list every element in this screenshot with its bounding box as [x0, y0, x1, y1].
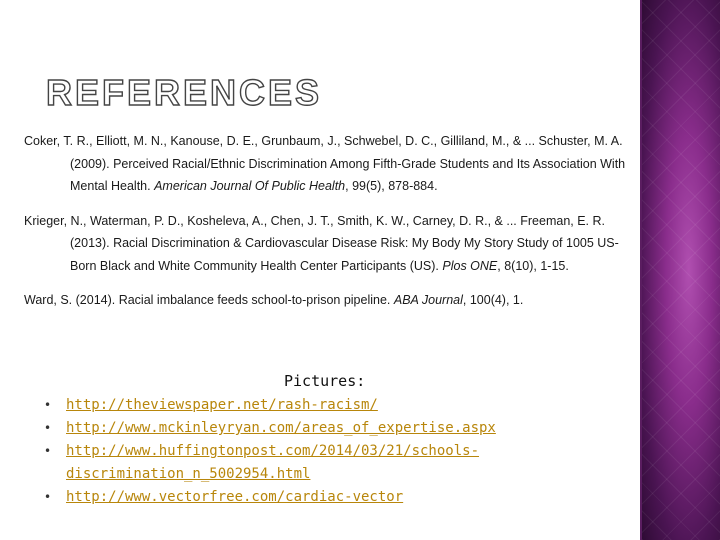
reference-list	[24, 130, 634, 324]
picture-link[interactable]: http://www.vectorfree.com/cardiac-vector	[66, 489, 404, 505]
picture-link[interactable]: http://www.mckinleyryan.com/areas_of_expertise.aspx	[66, 420, 496, 436]
list-item	[44, 440, 634, 486]
reference-volume: , 100(4), 1.	[462, 293, 524, 307]
reference-entry	[24, 289, 634, 312]
reference-text: Coker, T. R., Elliott, M. N., Kanouse, D. E., Grunbaum, J., Schwebel, D. C., Gilliland, M., & ... Schuster, M. A. (2009). Perceived Racial/Ethnic Discrimination Among Fifth-Grade Students and Its Association With Mental Health.	[24, 134, 626, 193]
picture-link[interactable]: http://www.huffingtonpost.com/2014/03/21/schools-discrimination_n_5002954.html	[66, 443, 480, 482]
reference-text: Ward, S. (2014). Racial imbalance feeds school-to-prison pipeline.	[24, 293, 394, 307]
list-item	[44, 394, 634, 417]
bullet-icon: •	[44, 398, 52, 412]
reference-journal: Plos ONE	[442, 258, 498, 273]
reference-journal: American Journal Of Public Health	[154, 179, 346, 193]
picture-link[interactable]: http://theviewspaper.net/rash-racism/	[66, 397, 378, 413]
reference-entry	[24, 130, 634, 198]
reference-text: Krieger, N., Waterman, P. D., Kosheleva, A., Chen, J. T., Smith, K. W., Carney, D. R., & ... Freeman, E. R. (2013). Racial Discrimination & Cardiovascular Disease Risk: My Body My Story Study of 1005 US-Born Black and White Community Health Center Participants (US).	[24, 213, 619, 273]
decorative-side-band	[642, 0, 720, 540]
picture-source-list	[44, 394, 634, 509]
page-title: REFERENCES	[46, 72, 323, 113]
list-item	[44, 417, 634, 440]
reference-entry	[24, 210, 634, 278]
bullet-icon: •	[44, 421, 52, 435]
bullet-icon: •	[44, 444, 52, 458]
reference-volume: , 99(5), 878-884.	[345, 179, 438, 193]
reference-journal: ABA Journal	[393, 293, 463, 307]
pictures-heading: Pictures:	[284, 372, 366, 390]
reference-volume: , 8(10), 1-15.	[497, 258, 569, 273]
bullet-icon: •	[44, 490, 52, 504]
list-item	[44, 486, 634, 509]
